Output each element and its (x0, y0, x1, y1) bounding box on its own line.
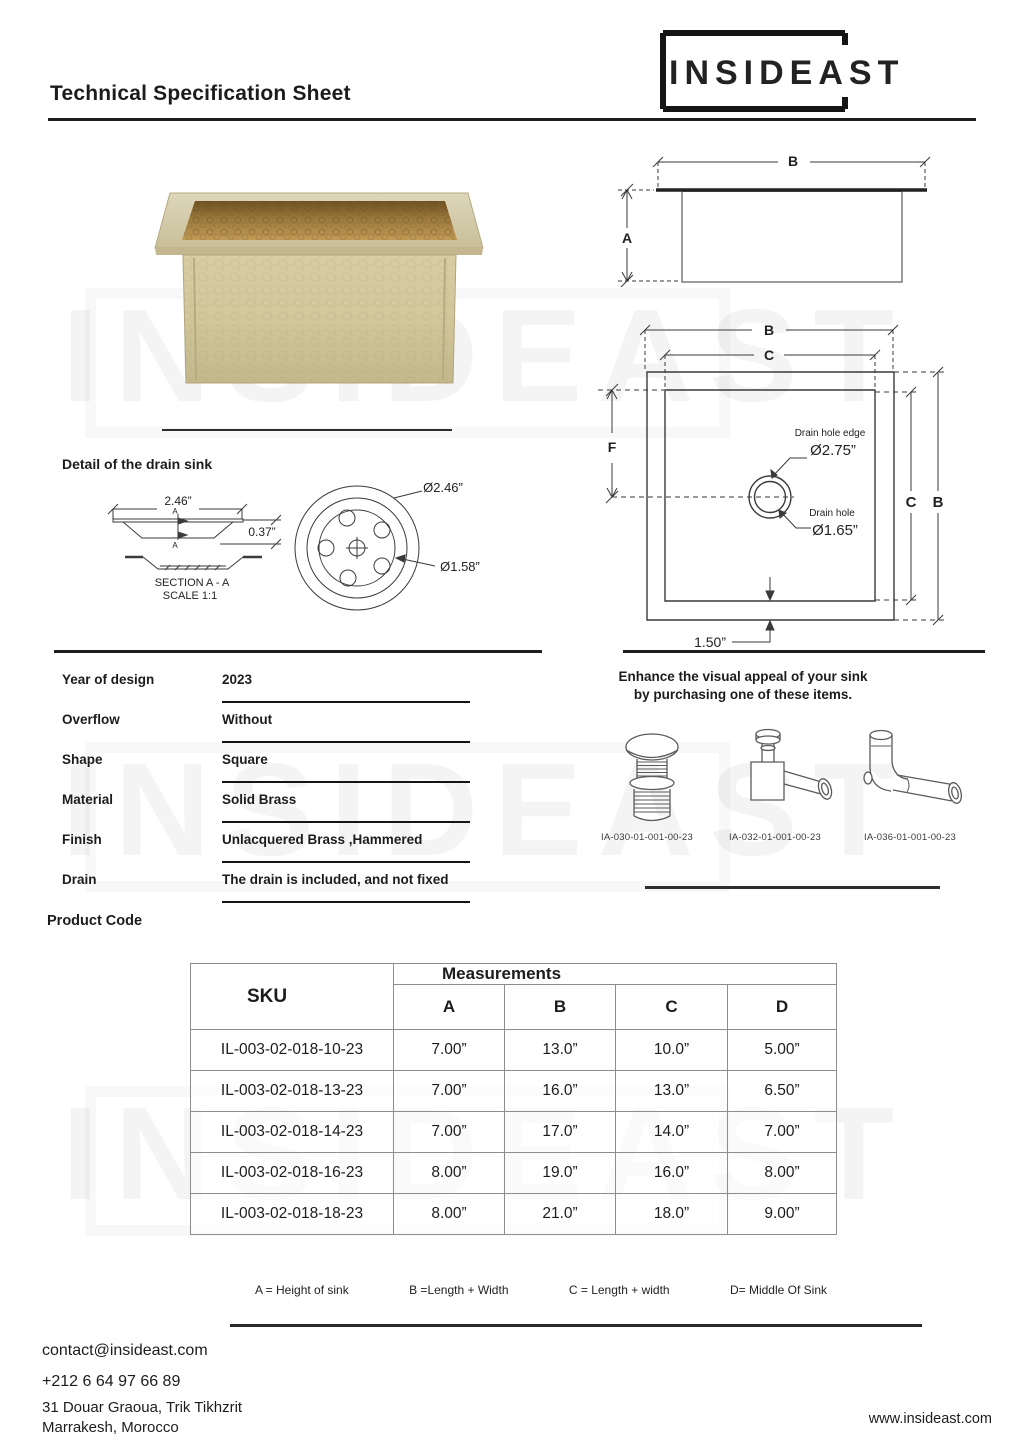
cell-c: 14.0” (616, 1112, 728, 1153)
address-line1: 31 Douar Graoua, Trik Tikhzrit (42, 1399, 243, 1416)
cell-b: 19.0” (505, 1153, 616, 1194)
cell-d: 7.00” (728, 1112, 837, 1153)
bottle-trap-icon (726, 726, 838, 830)
spec-row-material (62, 792, 482, 828)
accessories-heading-line1: Enhance the visual appeal of your sink (618, 669, 868, 684)
sku-column-header: SKU (191, 964, 394, 1030)
spec-label: Material (62, 792, 114, 807)
spec-label: Shape (62, 752, 103, 767)
sink-photo (150, 168, 490, 438)
legend-item-a: A = Height of sink (255, 1283, 349, 1297)
cell-a: 8.00” (394, 1194, 505, 1235)
table-row (191, 1112, 837, 1153)
footer-divider (230, 1324, 922, 1327)
website-url: www.insideast.com (868, 1411, 992, 1427)
spec-row-overflow (62, 712, 482, 748)
drain-detail-drawing (75, 478, 515, 614)
drain-hole-dia: Ø1.65” (812, 522, 858, 539)
cell-d: 6.50” (728, 1071, 837, 1112)
cell-c: 18.0” (616, 1194, 728, 1235)
spec-label: Year of design (62, 672, 155, 687)
spec-row-finish (62, 832, 482, 868)
elbow-trap-icon (855, 726, 967, 830)
photo-underline (162, 429, 452, 431)
detail-outer-dia: Ø2.46” (423, 480, 463, 495)
side-view-drawing (600, 140, 1000, 305)
column-header-c: C (616, 985, 728, 1030)
cell-a: 8.00” (394, 1153, 505, 1194)
accessories-heading (612, 668, 874, 704)
legend-item-b: B =Length + Width (409, 1283, 509, 1297)
table-row (191, 1071, 837, 1112)
drain-hole-label: Drain hole (809, 508, 855, 519)
bottom-offset-label: 1.50” (694, 634, 726, 650)
accessory-code: IA-030-01-001-00-23 (601, 832, 693, 843)
spec-value: Square (222, 752, 470, 783)
drain-hole-edge-dia: Ø2.75” (810, 442, 856, 459)
spec-value: 2023 (222, 672, 470, 703)
cell-b: 17.0” (505, 1112, 616, 1153)
spec-value: Without (222, 712, 470, 743)
cell-a: 7.00” (394, 1071, 505, 1112)
cell-a: 7.00” (394, 1112, 505, 1153)
column-header-a: A (394, 985, 505, 1030)
accessories-heading-line2: by purchasing one of these items. (633, 687, 853, 702)
mid-divider-right (623, 650, 985, 653)
cell-c: 10.0” (616, 1030, 728, 1071)
dim-a-label: A (621, 230, 633, 246)
dim-c-top-label: C (763, 347, 775, 363)
spec-label: Drain (62, 872, 97, 887)
cell-c: 13.0” (616, 1071, 728, 1112)
spec-value: Unlacquered Brass ,Hammered (222, 832, 470, 863)
address-line2: Marrakesh, Morocco (42, 1419, 179, 1436)
cell-d: 9.00” (728, 1194, 837, 1235)
page-title: Technical Specification Sheet (50, 82, 351, 105)
sku-cell: IL-003-02-018-14-23 (191, 1112, 394, 1153)
drain-hole-edge-label: Drain hole edge (794, 428, 866, 439)
sku-cell: IL-003-02-018-16-23 (191, 1153, 394, 1194)
dim-f-label: F (607, 439, 617, 455)
accessory-code: IA-032-01-001-00-23 (729, 832, 821, 843)
mid-divider-left (54, 650, 542, 653)
table-row (191, 1194, 837, 1235)
legend-item-d: D= Middle Of Sink (729, 1283, 827, 1297)
contact-phone: +212 6 64 97 66 89 (42, 1373, 181, 1390)
dim-b-label: B (787, 153, 799, 169)
product-code-heading: Product Code (47, 913, 143, 929)
detail-thickness-dim: 0.37” (248, 525, 276, 539)
drain-stopper-icon (612, 730, 692, 830)
spec-row-shape (62, 752, 482, 788)
section-marker-a-top: A (172, 507, 178, 516)
contact-email: contact@insideast.com (42, 1342, 208, 1359)
logo-text: INSIDEAST (669, 54, 905, 92)
spec-value: Solid Brass (222, 792, 470, 823)
cell-c: 16.0” (616, 1153, 728, 1194)
measurements-header: Measurements (394, 964, 837, 985)
section-marker-a-bottom: A (172, 541, 178, 550)
table-row (191, 1153, 837, 1194)
cell-b: 21.0” (505, 1194, 616, 1235)
sku-cell: IL-003-02-018-10-23 (191, 1030, 394, 1071)
sku-cell: IL-003-02-018-18-23 (191, 1194, 394, 1235)
column-header-b: B (505, 985, 616, 1030)
cell-b: 16.0” (505, 1071, 616, 1112)
cell-a: 7.00” (394, 1030, 505, 1071)
product-code-table (190, 963, 837, 1235)
section-label: SECTION A - A (154, 577, 230, 589)
drain-detail-heading: Detail of the drain sink (62, 456, 213, 472)
accessory-code: IA-036-01-001-00-23 (864, 832, 956, 843)
header-divider (48, 118, 976, 121)
detail-inner-dia: Ø1.58” (440, 559, 480, 574)
table-row (191, 1030, 837, 1071)
cell-d: 8.00” (728, 1153, 837, 1194)
dim-b-top-label: B (763, 322, 775, 338)
spec-row-drain (62, 872, 482, 908)
column-header-d: D (728, 985, 837, 1030)
spec-label: Overflow (62, 712, 120, 727)
spec-label: Finish (62, 832, 102, 847)
top-view-drawing (560, 315, 1000, 660)
sku-cell: IL-003-02-018-13-23 (191, 1071, 394, 1112)
cell-b: 13.0” (505, 1030, 616, 1071)
dim-c-right-label: C (905, 494, 917, 511)
scale-label: SCALE 1:1 (162, 590, 218, 602)
cell-d: 5.00” (728, 1030, 837, 1071)
legend-item-c: C = Length + width (568, 1283, 670, 1297)
dim-b-right-label: B (932, 494, 944, 511)
spec-value: The drain is included, and not fixed (222, 872, 470, 903)
detail-width-dim: 2.46” (164, 494, 192, 508)
insideast-logo (655, 26, 965, 116)
measurement-legend (255, 1283, 827, 1297)
accessories-divider (645, 886, 940, 889)
spec-row-year (62, 672, 482, 708)
